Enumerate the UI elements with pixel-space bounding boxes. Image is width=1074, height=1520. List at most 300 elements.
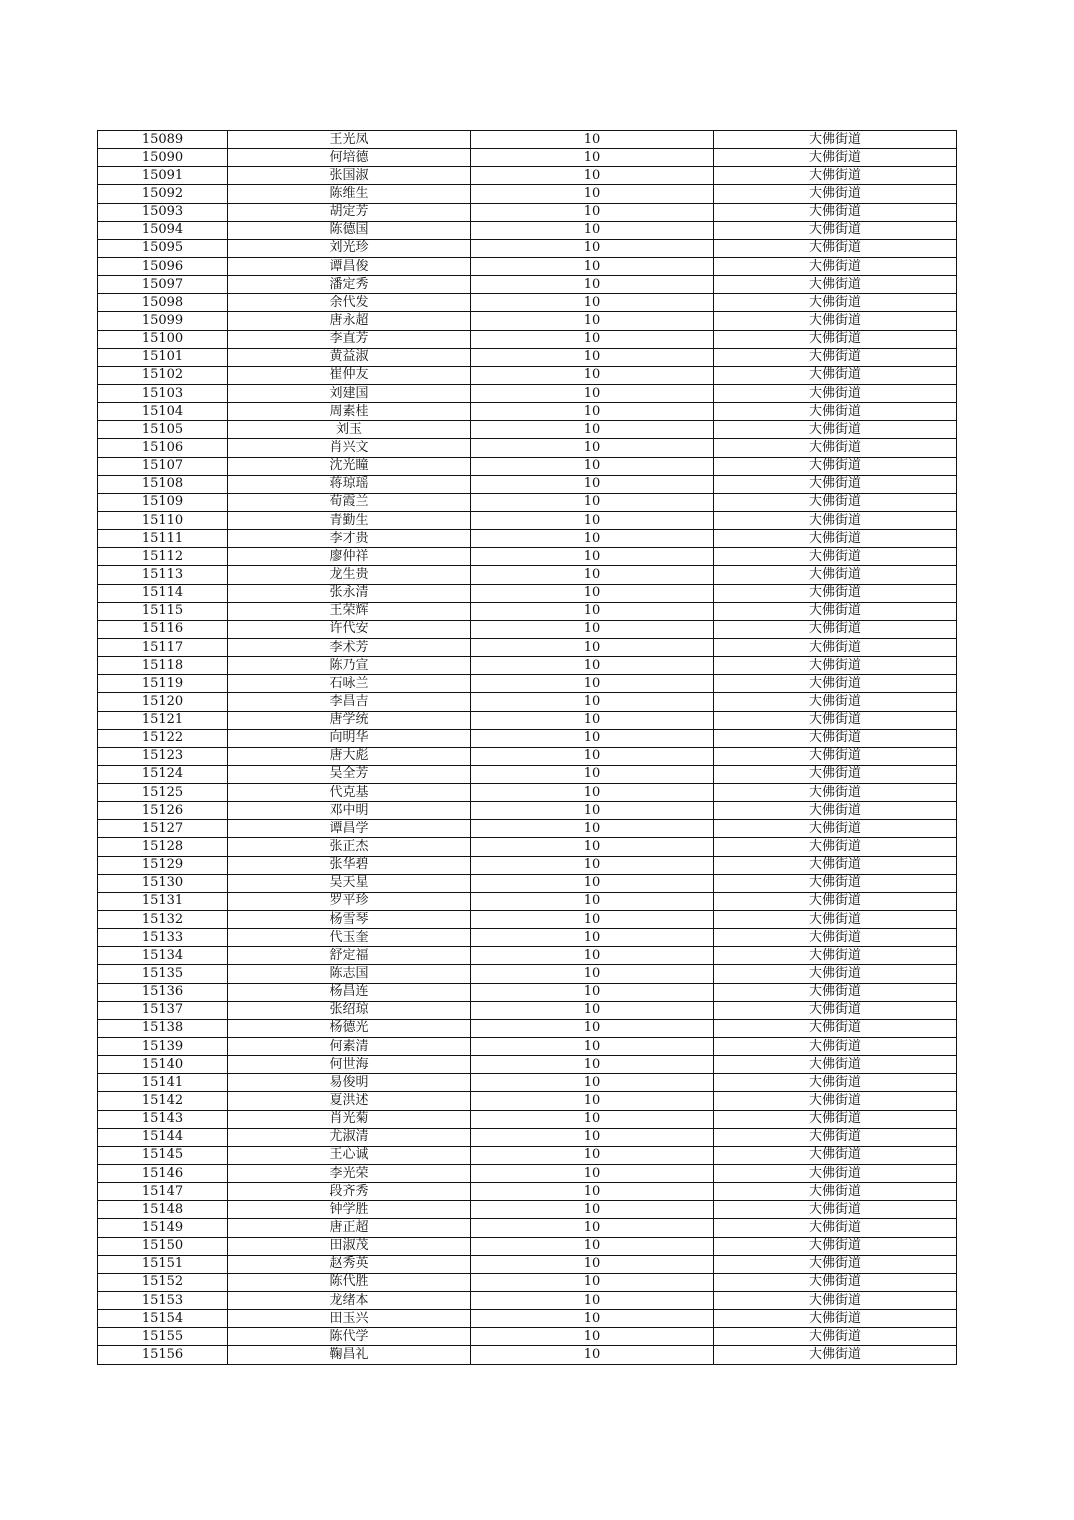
table-row	[98, 657, 957, 675]
table-row	[98, 584, 957, 602]
id-cell: 15154	[98, 1310, 228, 1328]
id-cell: 15097	[98, 276, 228, 294]
amount-cell: 10	[471, 239, 714, 257]
amount-cell: 10	[471, 638, 714, 656]
name-cell: 杨昌连	[228, 983, 471, 1001]
name-cell: 李术芳	[228, 638, 471, 656]
table-row	[98, 366, 957, 384]
table-row	[98, 1183, 957, 1201]
amount-cell: 10	[471, 149, 714, 167]
name-cell: 何世海	[228, 1056, 471, 1074]
street-cell: 大佛街道	[714, 1074, 957, 1092]
name-cell: 张永清	[228, 584, 471, 602]
street-cell: 大佛街道	[714, 149, 957, 167]
amount-cell: 10	[471, 312, 714, 330]
table-row	[98, 221, 957, 239]
street-cell: 大佛街道	[714, 239, 957, 257]
amount-cell: 10	[471, 1056, 714, 1074]
table-row	[98, 1201, 957, 1219]
amount-cell: 10	[471, 1237, 714, 1255]
amount-cell: 10	[471, 584, 714, 602]
street-cell: 大佛街道	[714, 276, 957, 294]
name-cell: 肖光菊	[228, 1110, 471, 1128]
amount-cell: 10	[471, 1128, 714, 1146]
table-row	[98, 838, 957, 856]
name-cell: 沈光瞳	[228, 457, 471, 475]
table-row	[98, 1110, 957, 1128]
street-cell: 大佛街道	[714, 1183, 957, 1201]
id-cell: 15093	[98, 203, 228, 221]
table-row	[98, 1219, 957, 1237]
table-row	[98, 1128, 957, 1146]
table-row	[98, 1146, 957, 1164]
name-cell: 代玉奎	[228, 929, 471, 947]
name-cell: 刘建国	[228, 384, 471, 402]
table-row	[98, 1310, 957, 1328]
amount-cell: 10	[471, 1310, 714, 1328]
amount-cell: 10	[471, 1273, 714, 1291]
table-row	[98, 1092, 957, 1110]
street-cell: 大佛街道	[714, 584, 957, 602]
name-cell: 陈代学	[228, 1328, 471, 1346]
amount-cell: 10	[471, 965, 714, 983]
name-cell: 代克基	[228, 784, 471, 802]
amount-cell: 10	[471, 294, 714, 312]
amount-cell: 10	[471, 929, 714, 947]
name-cell: 肖兴文	[228, 439, 471, 457]
table-row	[98, 475, 957, 493]
table-row	[98, 765, 957, 783]
table-row	[98, 348, 957, 366]
id-cell: 15138	[98, 1019, 228, 1037]
amount-cell: 10	[471, 457, 714, 475]
street-cell: 大佛街道	[714, 602, 957, 620]
table-row	[98, 802, 957, 820]
amount-cell: 10	[471, 421, 714, 439]
id-cell: 15103	[98, 384, 228, 402]
amount-cell: 10	[471, 493, 714, 511]
table-row	[98, 620, 957, 638]
name-cell: 陈乃宣	[228, 657, 471, 675]
id-cell: 15090	[98, 149, 228, 167]
table-row	[98, 566, 957, 584]
amount-cell: 10	[471, 747, 714, 765]
id-cell: 15122	[98, 729, 228, 747]
id-cell: 15105	[98, 421, 228, 439]
table-row	[98, 693, 957, 711]
name-cell: 廖仲祥	[228, 548, 471, 566]
table-row	[98, 312, 957, 330]
street-cell: 大佛街道	[714, 911, 957, 929]
name-cell: 吴全芳	[228, 765, 471, 783]
name-cell: 刘光珍	[228, 239, 471, 257]
id-cell: 15113	[98, 566, 228, 584]
amount-cell: 10	[471, 1038, 714, 1056]
amount-cell: 10	[471, 838, 714, 856]
amount-cell: 10	[471, 1346, 714, 1364]
street-cell: 大佛街道	[714, 493, 957, 511]
table-row	[98, 1346, 957, 1364]
table-row	[98, 856, 957, 874]
id-cell: 15139	[98, 1038, 228, 1056]
name-cell: 赵秀英	[228, 1255, 471, 1273]
amount-cell: 10	[471, 657, 714, 675]
name-cell: 余代发	[228, 294, 471, 312]
id-cell: 15121	[98, 711, 228, 729]
id-cell: 15135	[98, 965, 228, 983]
street-cell: 大佛街道	[714, 548, 957, 566]
id-cell: 15129	[98, 856, 228, 874]
street-cell: 大佛街道	[714, 838, 957, 856]
name-cell: 向明华	[228, 729, 471, 747]
street-cell: 大佛街道	[714, 1165, 957, 1183]
street-cell: 大佛街道	[714, 1219, 957, 1237]
street-cell: 大佛街道	[714, 221, 957, 239]
amount-cell: 10	[471, 203, 714, 221]
id-cell: 15104	[98, 403, 228, 421]
id-cell: 15141	[98, 1074, 228, 1092]
amount-cell: 10	[471, 511, 714, 529]
street-cell: 大佛街道	[714, 820, 957, 838]
street-cell: 大佛街道	[714, 892, 957, 910]
table-row	[98, 1255, 957, 1273]
name-cell: 王心诚	[228, 1146, 471, 1164]
table-row	[98, 1019, 957, 1037]
id-cell: 15134	[98, 947, 228, 965]
name-cell: 刘玉	[228, 421, 471, 439]
name-cell: 舒定福	[228, 947, 471, 965]
street-cell: 大佛街道	[714, 131, 957, 149]
table-row	[98, 548, 957, 566]
amount-cell: 10	[471, 167, 714, 185]
amount-cell: 10	[471, 366, 714, 384]
id-cell: 15098	[98, 294, 228, 312]
id-cell: 15140	[98, 1056, 228, 1074]
street-cell: 大佛街道	[714, 439, 957, 457]
street-cell: 大佛街道	[714, 1001, 957, 1019]
table-row	[98, 965, 957, 983]
id-cell: 15099	[98, 312, 228, 330]
street-cell: 大佛街道	[714, 1328, 957, 1346]
table-body	[98, 131, 957, 1365]
amount-cell: 10	[471, 983, 714, 1001]
id-cell: 15109	[98, 493, 228, 511]
name-cell: 邓中明	[228, 802, 471, 820]
table-row	[98, 911, 957, 929]
amount-cell: 10	[471, 693, 714, 711]
table-row	[98, 421, 957, 439]
name-cell: 田玉兴	[228, 1310, 471, 1328]
id-cell: 15112	[98, 548, 228, 566]
amount-cell: 10	[471, 276, 714, 294]
id-cell: 15126	[98, 802, 228, 820]
id-cell: 15132	[98, 911, 228, 929]
id-cell: 15147	[98, 1183, 228, 1201]
street-cell: 大佛街道	[714, 1292, 957, 1310]
name-cell: 鞠昌礼	[228, 1346, 471, 1364]
table-row	[98, 257, 957, 275]
name-cell: 石咏兰	[228, 675, 471, 693]
id-cell: 15155	[98, 1328, 228, 1346]
street-cell: 大佛街道	[714, 1237, 957, 1255]
street-cell: 大佛街道	[714, 765, 957, 783]
amount-cell: 10	[471, 348, 714, 366]
amount-cell: 10	[471, 765, 714, 783]
name-cell: 周素桂	[228, 403, 471, 421]
street-cell: 大佛街道	[714, 711, 957, 729]
id-cell: 15125	[98, 784, 228, 802]
table-row	[98, 1273, 957, 1291]
amount-cell: 10	[471, 620, 714, 638]
street-cell: 大佛街道	[714, 1128, 957, 1146]
name-cell: 唐永超	[228, 312, 471, 330]
amount-cell: 10	[471, 1092, 714, 1110]
name-cell: 段齐秀	[228, 1183, 471, 1201]
table-row	[98, 1328, 957, 1346]
id-cell: 15151	[98, 1255, 228, 1273]
id-cell: 15119	[98, 675, 228, 693]
name-cell: 张国淑	[228, 167, 471, 185]
table-row	[98, 167, 957, 185]
street-cell: 大佛街道	[714, 784, 957, 802]
amount-cell: 10	[471, 856, 714, 874]
street-cell: 大佛街道	[714, 983, 957, 1001]
id-cell: 15152	[98, 1273, 228, 1291]
name-cell: 杨雪琴	[228, 911, 471, 929]
name-cell: 潘定秀	[228, 276, 471, 294]
amount-cell: 10	[471, 874, 714, 892]
amount-cell: 10	[471, 802, 714, 820]
amount-cell: 10	[471, 257, 714, 275]
table-row	[98, 947, 957, 965]
name-cell: 钟学胜	[228, 1201, 471, 1219]
amount-cell: 10	[471, 711, 714, 729]
name-cell: 陈维生	[228, 185, 471, 203]
name-cell: 唐大彪	[228, 747, 471, 765]
amount-cell: 10	[471, 602, 714, 620]
amount-cell: 10	[471, 1201, 714, 1219]
id-cell: 15096	[98, 257, 228, 275]
name-cell: 杨德光	[228, 1019, 471, 1037]
id-cell: 15148	[98, 1201, 228, 1219]
table-row	[98, 530, 957, 548]
name-cell: 李昌吉	[228, 693, 471, 711]
id-cell: 15115	[98, 602, 228, 620]
table-row	[98, 1001, 957, 1019]
table-row	[98, 638, 957, 656]
table-row	[98, 185, 957, 203]
id-cell: 15102	[98, 366, 228, 384]
street-cell: 大佛街道	[714, 1056, 957, 1074]
table-row	[98, 403, 957, 421]
street-cell: 大佛街道	[714, 1201, 957, 1219]
table-row	[98, 330, 957, 348]
amount-cell: 10	[471, 729, 714, 747]
table-row	[98, 131, 957, 149]
street-cell: 大佛街道	[714, 1346, 957, 1364]
amount-cell: 10	[471, 1019, 714, 1037]
id-cell: 15156	[98, 1346, 228, 1364]
id-cell: 15145	[98, 1146, 228, 1164]
street-cell: 大佛街道	[714, 566, 957, 584]
id-cell: 15108	[98, 475, 228, 493]
table-row	[98, 439, 957, 457]
id-cell: 15100	[98, 330, 228, 348]
amount-cell: 10	[471, 1001, 714, 1019]
id-cell: 15117	[98, 638, 228, 656]
street-cell: 大佛街道	[714, 1019, 957, 1037]
id-cell: 15094	[98, 221, 228, 239]
street-cell: 大佛街道	[714, 185, 957, 203]
name-cell: 唐正超	[228, 1219, 471, 1237]
table-row	[98, 675, 957, 693]
table-row	[98, 1237, 957, 1255]
id-cell: 15150	[98, 1237, 228, 1255]
id-cell: 15128	[98, 838, 228, 856]
id-cell: 15111	[98, 530, 228, 548]
name-cell: 夏洪述	[228, 1092, 471, 1110]
table-row	[98, 1056, 957, 1074]
id-cell: 15133	[98, 929, 228, 947]
amount-cell: 10	[471, 530, 714, 548]
name-cell: 吴天星	[228, 874, 471, 892]
id-cell: 15118	[98, 657, 228, 675]
id-cell: 15123	[98, 747, 228, 765]
street-cell: 大佛街道	[714, 330, 957, 348]
street-cell: 大佛街道	[714, 475, 957, 493]
table-row	[98, 239, 957, 257]
name-cell: 李才贵	[228, 530, 471, 548]
table-row	[98, 784, 957, 802]
name-cell: 罗平珍	[228, 892, 471, 910]
name-cell: 胡定芳	[228, 203, 471, 221]
name-cell: 荀霞兰	[228, 493, 471, 511]
name-cell: 王光凤	[228, 131, 471, 149]
table-row	[98, 149, 957, 167]
street-cell: 大佛街道	[714, 167, 957, 185]
street-cell: 大佛街道	[714, 348, 957, 366]
street-cell: 大佛街道	[714, 1146, 957, 1164]
id-cell: 15110	[98, 511, 228, 529]
amount-cell: 10	[471, 911, 714, 929]
data-table	[97, 130, 957, 1365]
street-cell: 大佛街道	[714, 530, 957, 548]
amount-cell: 10	[471, 675, 714, 693]
street-cell: 大佛街道	[714, 403, 957, 421]
street-cell: 大佛街道	[714, 294, 957, 312]
amount-cell: 10	[471, 566, 714, 584]
table-row	[98, 711, 957, 729]
id-cell: 15136	[98, 983, 228, 1001]
name-cell: 王荣辉	[228, 602, 471, 620]
table-row	[98, 457, 957, 475]
street-cell: 大佛街道	[714, 657, 957, 675]
name-cell: 陈德国	[228, 221, 471, 239]
amount-cell: 10	[471, 330, 714, 348]
id-cell: 15092	[98, 185, 228, 203]
name-cell: 龙生贵	[228, 566, 471, 584]
id-cell: 15143	[98, 1110, 228, 1128]
name-cell: 陈代胜	[228, 1273, 471, 1291]
id-cell: 15131	[98, 892, 228, 910]
amount-cell: 10	[471, 1183, 714, 1201]
name-cell: 李光荣	[228, 1165, 471, 1183]
street-cell: 大佛街道	[714, 947, 957, 965]
name-cell: 李直芳	[228, 330, 471, 348]
table-row	[98, 1165, 957, 1183]
table-row	[98, 892, 957, 910]
street-cell: 大佛街道	[714, 693, 957, 711]
id-cell: 15120	[98, 693, 228, 711]
table-row	[98, 493, 957, 511]
amount-cell: 10	[471, 475, 714, 493]
street-cell: 大佛街道	[714, 312, 957, 330]
id-cell: 15153	[98, 1292, 228, 1310]
street-cell: 大佛街道	[714, 1310, 957, 1328]
street-cell: 大佛街道	[714, 203, 957, 221]
amount-cell: 10	[471, 185, 714, 203]
id-cell: 15127	[98, 820, 228, 838]
street-cell: 大佛街道	[714, 1110, 957, 1128]
id-cell: 15091	[98, 167, 228, 185]
street-cell: 大佛街道	[714, 1255, 957, 1273]
amount-cell: 10	[471, 1110, 714, 1128]
street-cell: 大佛街道	[714, 511, 957, 529]
amount-cell: 10	[471, 1219, 714, 1237]
name-cell: 谭昌俊	[228, 257, 471, 275]
amount-cell: 10	[471, 439, 714, 457]
name-cell: 谭昌学	[228, 820, 471, 838]
street-cell: 大佛街道	[714, 929, 957, 947]
table-row	[98, 276, 957, 294]
table-row	[98, 820, 957, 838]
id-cell: 15116	[98, 620, 228, 638]
table-row	[98, 1292, 957, 1310]
amount-cell: 10	[471, 1146, 714, 1164]
id-cell: 15130	[98, 874, 228, 892]
name-cell: 唐学统	[228, 711, 471, 729]
street-cell: 大佛街道	[714, 747, 957, 765]
table-row	[98, 1038, 957, 1056]
table-row	[98, 294, 957, 312]
name-cell: 张华碧	[228, 856, 471, 874]
id-cell: 15146	[98, 1165, 228, 1183]
name-cell: 田淑茂	[228, 1237, 471, 1255]
table-row	[98, 729, 957, 747]
amount-cell: 10	[471, 403, 714, 421]
street-cell: 大佛街道	[714, 257, 957, 275]
street-cell: 大佛街道	[714, 856, 957, 874]
table-row	[98, 203, 957, 221]
name-cell: 何素清	[228, 1038, 471, 1056]
table-row	[98, 983, 957, 1001]
street-cell: 大佛街道	[714, 421, 957, 439]
name-cell: 青勤生	[228, 511, 471, 529]
amount-cell: 10	[471, 1255, 714, 1273]
street-cell: 大佛街道	[714, 366, 957, 384]
table-row	[98, 1074, 957, 1092]
amount-cell: 10	[471, 784, 714, 802]
street-cell: 大佛街道	[714, 802, 957, 820]
id-cell: 15107	[98, 457, 228, 475]
name-cell: 蒋琼瑶	[228, 475, 471, 493]
table-row	[98, 874, 957, 892]
table-row	[98, 511, 957, 529]
table-row	[98, 602, 957, 620]
amount-cell: 10	[471, 384, 714, 402]
amount-cell: 10	[471, 548, 714, 566]
street-cell: 大佛街道	[714, 729, 957, 747]
